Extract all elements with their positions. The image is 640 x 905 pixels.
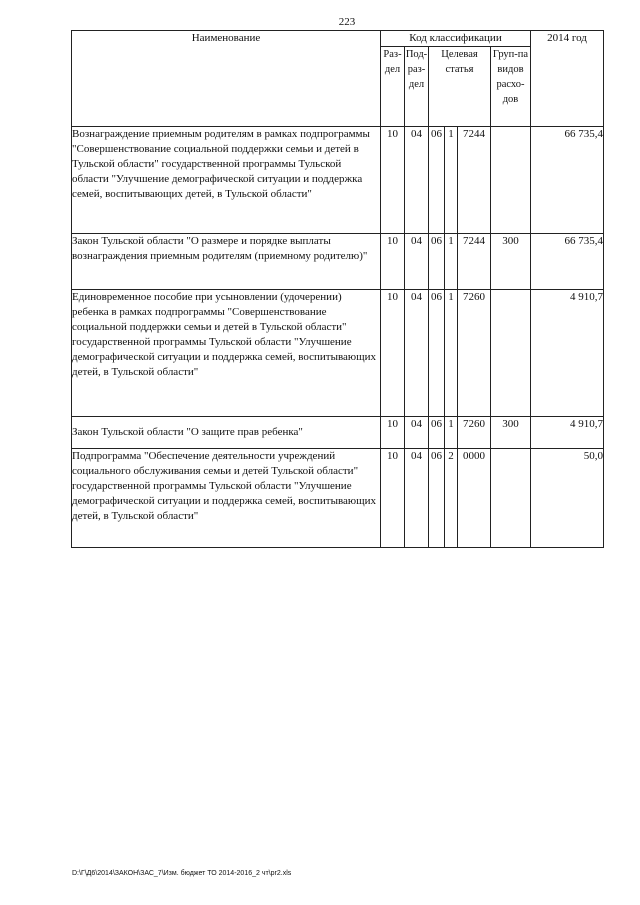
row-expense-group: 300 (491, 234, 531, 290)
row-amount: 66 735,4 (531, 127, 604, 234)
row-name: Закон Тульской области "О размере и порядке выплаты вознаграждения приемным родителям (приемному родителю)" (72, 234, 381, 290)
row-name: Единовременное пособие при усыновлении (удочерении) ребенка в рамках подпрограммы "Совершенствование социальной поддержки семьи и детей в Тульской области" государственной программы Тульской области "Улучшение демографической ситуации и поддержка семей, воспитывающих детей, в Тульской области" (72, 290, 381, 417)
row-target-direction: 7244 (458, 127, 491, 234)
row-section: 10 (381, 449, 405, 548)
header-expense-group: Груп-па видов расхо-дов (491, 47, 531, 127)
header-target-article: Целевая статья (429, 47, 491, 127)
row-target-program: 06 (429, 290, 445, 417)
row-section: 10 (381, 417, 405, 449)
header-year: 2014 год (531, 31, 604, 127)
row-subsection: 04 (405, 127, 429, 234)
table-row (72, 234, 604, 290)
row-expense-group: 300 (491, 417, 531, 449)
row-target-direction: 7244 (458, 234, 491, 290)
row-subsection: 04 (405, 449, 429, 548)
page-number: 223 (338, 16, 356, 28)
row-name: Вознаграждение приемным родителям в рамках подпрограммы "Совершенствование социальной поддержки семьи и детей в Тульской области" государственной программы Тульской области "Улучшение демографической ситуации и поддержка семей, воспитывающих детей, в Тульской области" (72, 127, 381, 234)
row-subsection: 04 (405, 417, 429, 449)
row-expense-group (491, 290, 531, 417)
row-target-direction: 0000 (458, 449, 491, 548)
file-path-footer: D:\Г\Д6\2014\ЗАКОН\ЗАС_7\Изм. бюджет ТО 2014-2016_2 чт\pr2.xls (72, 870, 292, 877)
table-row (72, 449, 604, 548)
row-section: 10 (381, 127, 405, 234)
row-target-program: 06 (429, 417, 445, 449)
row-expense-group (491, 449, 531, 548)
header-classification: Код классификации (381, 31, 531, 47)
budget-table (71, 30, 604, 548)
header-name: Наименование (72, 31, 381, 127)
row-target-program: 06 (429, 127, 445, 234)
row-target-subprogram: 1 (445, 127, 458, 234)
row-section: 10 (381, 234, 405, 290)
row-target-program: 06 (429, 449, 445, 548)
row-target-direction: 7260 (458, 290, 491, 417)
row-name: Закон Тульской области "О защите прав ребенка" (72, 417, 381, 449)
row-amount: 4 910,7 (531, 417, 604, 449)
row-target-subprogram: 1 (445, 234, 458, 290)
row-amount: 50,0 (531, 449, 604, 548)
row-target-direction: 7260 (458, 417, 491, 449)
row-section: 10 (381, 290, 405, 417)
row-subsection: 04 (405, 234, 429, 290)
row-target-subprogram: 2 (445, 449, 458, 548)
row-target-subprogram: 1 (445, 290, 458, 417)
header-section: Раз-дел (381, 47, 405, 127)
row-expense-group (491, 127, 531, 234)
row-target-program: 06 (429, 234, 445, 290)
table-row (72, 127, 604, 234)
table-row (72, 290, 604, 417)
row-name: Подпрограмма "Обеспечение деятельности учреждений социального обслуживания семьи и детей Тульской области" государственной программы Тульской области "Улучшение демографической ситуации и поддержка семей, воспитывающих детей, в Тульской области" (72, 449, 381, 548)
row-amount: 66 735,4 (531, 234, 604, 290)
table-row (72, 417, 604, 449)
row-amount: 4 910,7 (531, 290, 604, 417)
row-subsection: 04 (405, 290, 429, 417)
header-subsection: Под-раз-дел (405, 47, 429, 127)
row-target-subprogram: 1 (445, 417, 458, 449)
